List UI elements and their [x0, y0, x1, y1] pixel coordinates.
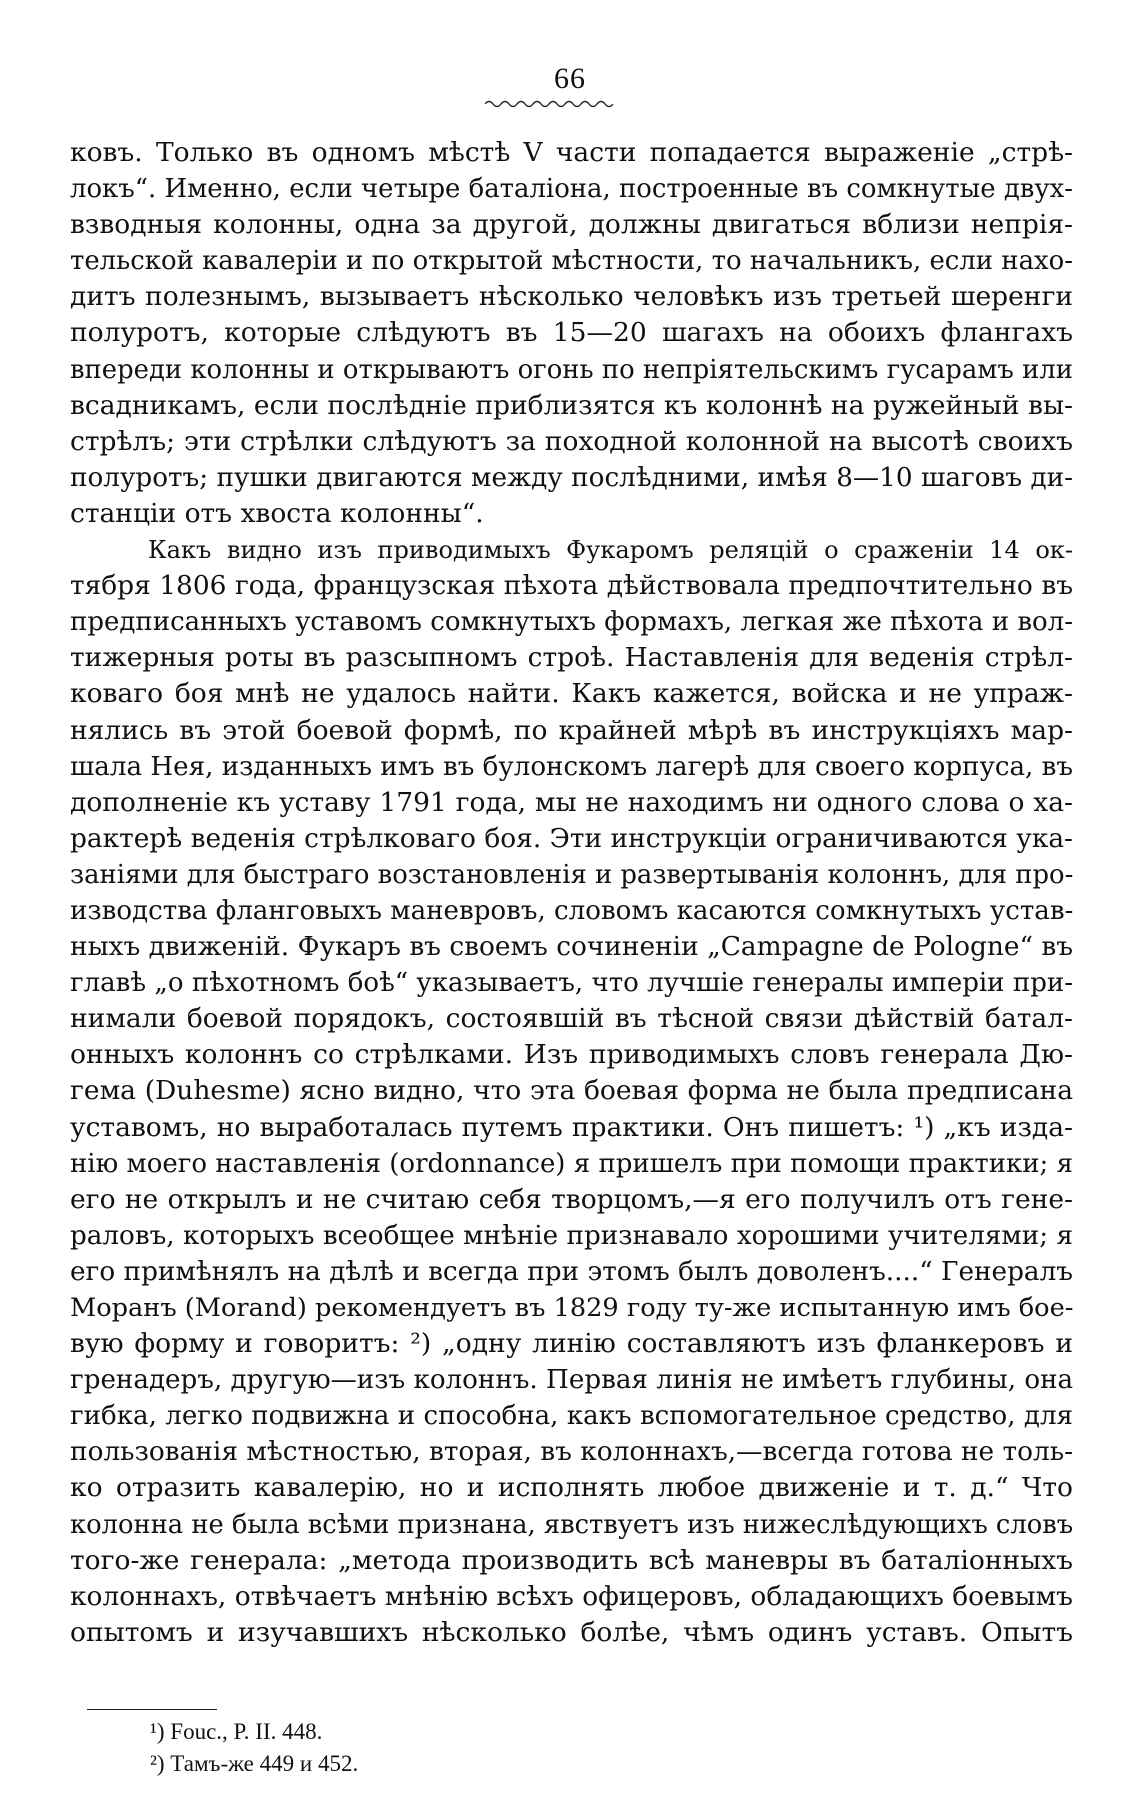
- text-line: тября 1806 года, французская пѣхота дѣйствовала предпочтительно въ: [70, 570, 1073, 602]
- footnote-1: ¹) Fouc., P. II. 448.: [150, 1719, 323, 1744]
- wavy-ornament-icon: [485, 98, 615, 110]
- text-line: раловъ, которыхъ всеобщее мнѣніе признавало хорошими учителями; я: [70, 1220, 1073, 1251]
- text-line: главѣ „о пѣхотномъ боѣ“ указываетъ, что лучшіе генералы имперіи при-: [70, 968, 1073, 999]
- text-line: того-же генерала: „метода производить всѣ маневры въ баталіонныхъ: [70, 1544, 1073, 1576]
- text-line: ковъ. Только въ одномъ мѣстѣ V части попадается выраженіе „стрѣ-: [70, 137, 1073, 168]
- text-line: тижерныя роты въ разсыпномъ строѣ. Наставленія для веденія стрѣл-: [70, 642, 1073, 674]
- text-line: дополненіе къ уставу 1791 года, мы не находимъ ни одного слова о ха-: [70, 786, 1073, 818]
- text-line: коваго боя мнѣ не удалось найти. Какъ кажется, войска и не упраж-: [70, 678, 1073, 710]
- text-line: колоннахъ, отвѣчаетъ мнѣнію всѣхъ офицеровъ, обладающихъ боевымъ: [70, 1580, 1073, 1612]
- text-line: нялись въ этой боевой формѣ, по крайней мѣрѣ въ инструкціяхъ мар-: [70, 714, 1073, 746]
- text-line: локъ“. Именно, если четыре баталіона, построенные въ сомкнутые двух-: [70, 174, 1073, 205]
- text-line: пользованія мѣстностью, вторая, въ колоннахъ,—всегда готова не толь-: [70, 1437, 1073, 1468]
- text-line: стрѣлъ; эти стрѣлки слѣдуютъ за походной колонной на высотѣ своихъ: [70, 425, 1073, 457]
- text-line: ныхъ движеній. Фукаръ въ своемъ сочиненіи „Campagne de Pologne“ въ: [70, 932, 1073, 963]
- text-line: полуротъ, которые слѣдуютъ въ 15—20 шагахъ на обоихъ флангахъ: [70, 317, 1073, 349]
- text-line: Моранъ (Morand) рекомендуетъ въ 1829 году ту-же испытанную имъ бое-: [70, 1293, 1074, 1323]
- text-line: дитъ полезнымъ, вызываетъ нѣсколько человѣкъ изъ третьей шеренги: [70, 281, 1073, 313]
- text-line: онныхъ колоннъ со стрѣлками. Изъ приводимыхъ словъ генерала Дю-: [70, 1039, 1073, 1071]
- text-line: станціи отъ хвоста колонны“.: [70, 497, 484, 529]
- text-line: взводныя колонны, одна за другой, должны двигаться вблизи непрія-: [70, 209, 1073, 241]
- text-line: гема (Duhesme) ясно видно, что эта боевая форма не была предписана: [70, 1075, 1073, 1107]
- footnotes: [150, 1716, 358, 1780]
- text-line: колонна не была всѣми признана, явствуетъ изъ нижеслѣдующихъ словъ: [70, 1509, 1074, 1540]
- text-line: ко отразить кавалерію, но и исполнять любое движеніе и т. д.“ Что: [70, 1472, 1073, 1504]
- page-header: [0, 62, 1140, 96]
- text-line: заніями для быстраго возстановленія и развертыванія колоннъ, для про-: [70, 859, 1074, 890]
- text-line: опытомъ и изучавшихъ нѣсколько болѣе, чѣмъ одинъ уставъ. Опытъ: [70, 1616, 1073, 1648]
- text-line: его не открылъ и не считаю себя творцомъ,—я его получилъ отъ гене-: [70, 1183, 1073, 1215]
- text-line: уставомъ, но выработалась путемъ практики. Онъ пишетъ: ¹) „къ изда-: [70, 1111, 1073, 1143]
- text-line: нимали боевой порядокъ, состоявшій въ тѣсной связи дѣйствій батал-: [70, 1003, 1073, 1035]
- text-line: Какъ видно изъ приводимыхъ Фукаромъ реляцій о сраженіи 14 ок-: [148, 536, 1073, 565]
- text-line: вую форму и говоритъ: ²) „одну линію составляютъ изъ фланкеровъ и: [70, 1328, 1073, 1360]
- text-line: предписанныхъ уставомъ сомкнутыхъ формахъ, легкая же пѣхота и вол-: [70, 607, 1073, 638]
- text-line: шала Нея, изданныхъ имъ въ булонскомъ лагерѣ для своего корпуса, въ: [70, 751, 1073, 782]
- text-line: тельской кавалеріи и по открытой мѣстности, то начальникъ, если нахо-: [70, 246, 1074, 277]
- main-text: [70, 135, 1073, 1651]
- text-line: нію моего наставленія (ordonnance) я пришелъ при помощи практики; я: [70, 1148, 1073, 1179]
- text-line: гибка, легко подвижна и способна, какъ вспомогательное средство, для: [70, 1401, 1073, 1432]
- text-line: гренадеръ, другую—изъ колоннъ. Первая линія не имѣетъ глубины, она: [70, 1365, 1074, 1396]
- text-line: полуротъ; пушки двигаются между послѣдними, имѣя 8—10 шаговъ ди-: [70, 462, 1073, 493]
- page-number: 66: [554, 62, 586, 95]
- text-line: впереди колонны и открываютъ огонь по непріятельскимъ гусарамъ или: [70, 354, 1073, 385]
- text-line: всадникамъ, если послѣдніе приблизятся къ колоннѣ на ружейный вы-: [70, 389, 1073, 421]
- text-line: изводства фланговыхъ маневровъ, словомъ касаются сомкнутыхъ устав-: [70, 895, 1074, 926]
- text-line: рактерѣ веденія стрѣлковаго боя. Эти инструкціи ограничиваются ука-: [70, 822, 1073, 854]
- text-line: его примѣнялъ на дѣлѣ и всегда при этомъ былъ доволенъ....“ Генералъ: [70, 1256, 1073, 1287]
- footnote-2: ²) Тамъ-же 449 и 452.: [150, 1751, 359, 1776]
- footnote-divider: [87, 1709, 217, 1710]
